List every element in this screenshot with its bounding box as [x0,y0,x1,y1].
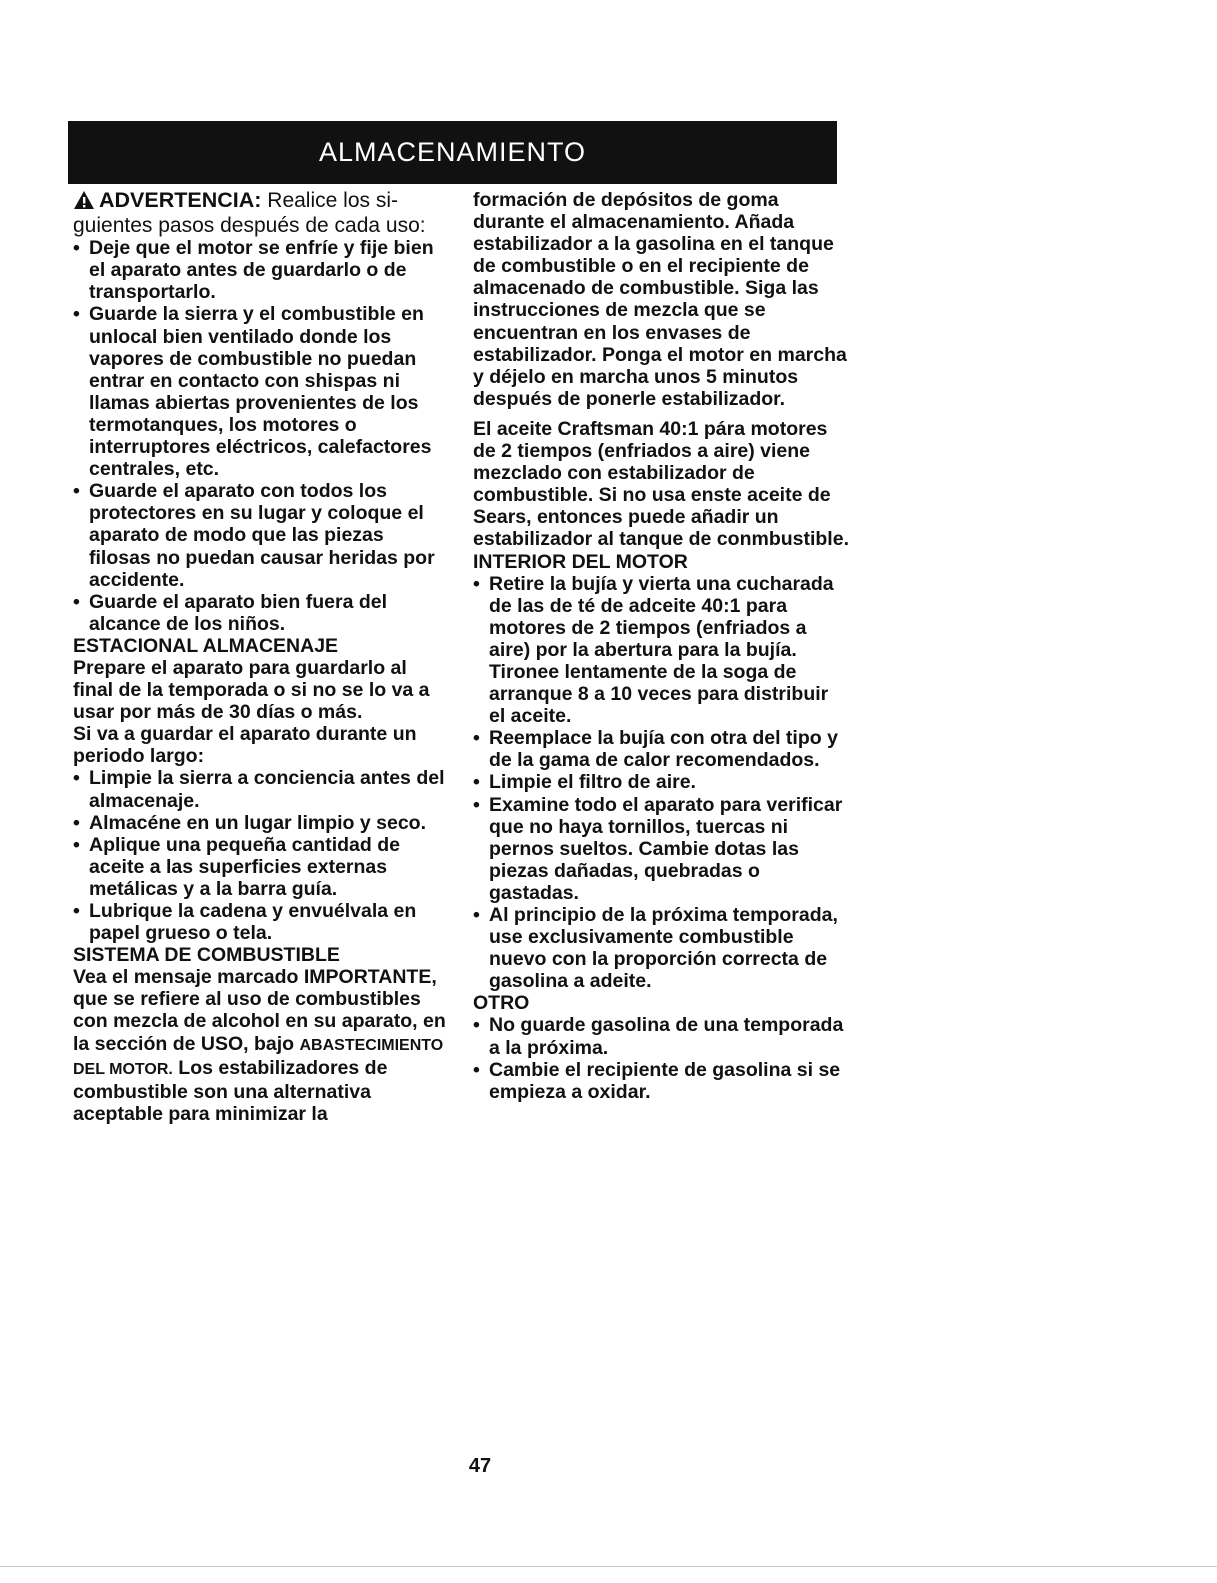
list-item: • No guarde gasolina de una temporada a la próxima. [473,1014,849,1058]
oil-paragraph: El aceite Craftsman 40:1 pára motores de 2 tiempos (enfriados a aire) viene mezclado con estabilizador de combustible. Si no usa enste aceite de Sears, entonces puede añadir un estabilizador al tanque de conmbustible. [473,417,849,551]
fuel-heading: SISTEMA DE COMBUSTIBLE [73,944,340,967]
warning-text: Realice los si-guientes pasos después de cada uso: [73,189,426,238]
warning-label: ADVERTENCIA: [99,188,262,212]
fuel-section-ref: ABASTECIMIENTO DEL MOTOR. [73,1036,444,1078]
list-item: • Almacéne en un lugar limpio y seco. [73,812,449,834]
warning-triangle-icon [73,190,95,215]
right-column [473,189,849,1103]
fuel-text: Vea el mensaje marcado [73,966,304,989]
seasonal-heading: ESTACIONAL ALMACENAJE [73,634,339,657]
seasonal-paragraph: Prepare el aparato para guardarlo al final de la temporada o si no se lo va a usar por más de 30 días o más. [73,656,430,724]
list-item: • Guarde el aparato con todos los protectores en su lugar y coloque el aparato de modo que las piezas filosas no puedan causar heridas por accidente. [73,480,449,590]
bottom-divider [0,1566,1217,1567]
list-item: • Lubrique la cadena y envuélvala en papel grueso o tela. [73,900,449,944]
section-header [68,121,837,184]
list-item: • Limpie el filtro de aire. [473,771,849,793]
engine-interior-heading: INTERIOR DEL MOTOR [473,550,688,573]
other-list [473,1014,849,1102]
fuel-important: IMPORTANTE, [303,966,437,989]
other-heading: OTRO [473,992,530,1015]
stabilizer-paragraph: formación de depósitos de goma durante el almacenamiento. Añada estabilizador a la gasolina en el tanque de combustible o en el recipiente de almacenado de combustible. Siga las instrucciones de mezcla que se encuentran en los envases de estabilizador. Ponga el motor en marcha y déjelo en marcha unos 5 minutos después de ponerle estabilizador. [473,189,847,410]
list-item: • Deje que el motor se enfríe y fije bien el aparato antes de guardarlo o de transportarlo. [73,237,449,303]
list-item: • Examine todo el aparato para verificar que no haya tornillos, tuercas ni pernos sueltos. Cambie dotas las piezas dañadas, quebradas o gastadas. [473,794,849,904]
list-item: • Aplique una pequeña cantidad de aceite a las superficies externas metálicas y a la barra guía. [73,834,449,900]
page-number: 47 [468,1455,492,1477]
section-title: ALMACENAMIENTO [318,137,587,167]
list-item: • Retire la bujía y vierta una cucharada de las de té de adceite 40:1 para motores de 2 tiempos (enfriados a aire) por la abertura para la bujía. Tironee lentamente de la soga de arranque 8 a 10 veces para distribuir el aceite. [473,573,849,728]
warning-paragraph [73,189,449,237]
list-item: • Cambie el recipiente de gasolina si se empieza a oxidar. [473,1059,849,1103]
list-item: • Guarde la sierra y el combustible en unlocal bien ventilado donde los vapores de combustible no puedan entrar en contacto con shispas ni llamas abiertas provenientes de los termotanques, los motores o interruptores eléctricos, calefactores centrales, etc. [73,303,449,480]
list-item: • Reemplace la bujía con otra del tipo y de la gama de calor recomendados. [473,727,849,771]
fuel-text: que se refiere al uso de combustibles con mezcla de alcohol en su aparato, en la sección de USO, bajo [73,988,446,1055]
engine-interior-list [473,573,849,993]
list-item: • Limpie la sierra a conciencia antes del almacenaje. [73,767,449,811]
after-use-list [73,237,449,635]
left-column [73,189,449,1125]
seasonal-list [73,767,449,944]
fuel-paragraph [73,966,449,1125]
list-item: • Al principio de la próxima temporada, use exclusivamente combustible nuevo con la proporción correcta de gasolina a adeite. [473,904,849,992]
seasonal-paragraph: Si va a guardar el aparato durante un periodo largo: [73,723,417,768]
list-item: • Guarde el aparato bien fuera del alcance de los niños. [73,591,449,635]
fuel-text: Los estabilizadores de combustible son una alternativa aceptable para minimizar la [73,1056,388,1125]
